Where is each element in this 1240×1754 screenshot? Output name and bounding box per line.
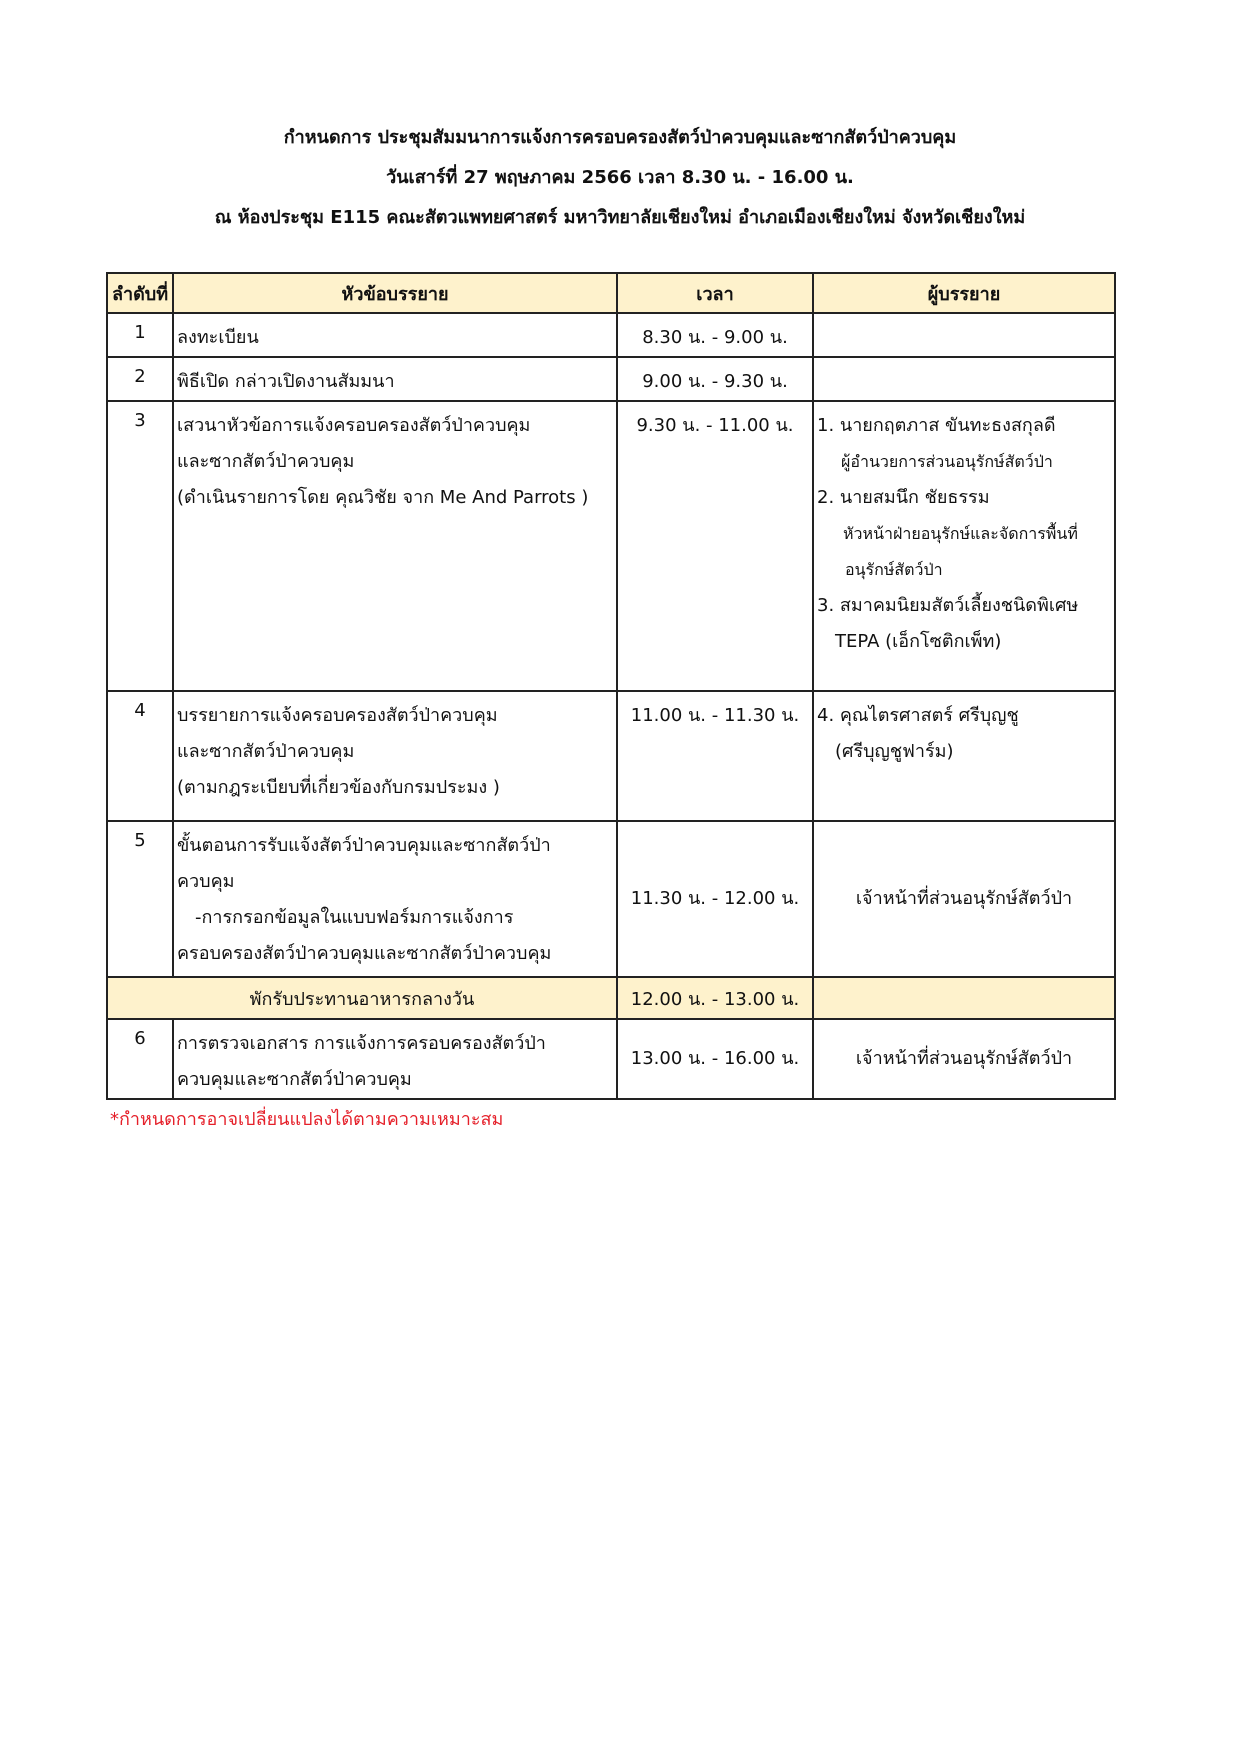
row-topic bbox=[173, 313, 617, 357]
row-no: 3 bbox=[107, 401, 173, 691]
row-no: 1 bbox=[107, 313, 173, 357]
row-time bbox=[617, 691, 813, 821]
speaker-name: เจ้าหน้าที่ส่วนอนุรักษ์สัตว์ป่า bbox=[855, 1048, 1073, 1069]
row-time bbox=[617, 821, 813, 977]
header-no: ลำดับที่ bbox=[107, 273, 173, 313]
time-text: 9.30 น. - 11.00 น. bbox=[636, 415, 794, 436]
agenda-table bbox=[106, 272, 1116, 1100]
topic-line: (ตามกฎระเบียบที่เกี่ยวข้องกับกรมประมง ) bbox=[177, 777, 500, 798]
table-row bbox=[107, 313, 1115, 357]
topic-line: ครอบครองสัตว์ป่าควบคุมและซากสัตว์ป่าควบคุม bbox=[177, 943, 552, 964]
header-time: เวลา bbox=[617, 273, 813, 313]
topic-line: การตรวจเอกสาร การแจ้งการครอบครองสัตว์ป่า bbox=[177, 1033, 546, 1054]
row-topic bbox=[173, 691, 617, 821]
speaker-name: 3. สมาคมนิยมสัตว์เลี้ยงชนิดพิเศษ bbox=[817, 595, 1079, 616]
table-row bbox=[107, 401, 1115, 691]
speaker-position: ผู้อำนวยการส่วนอนุรักษ์สัตว์ป่า bbox=[841, 452, 1053, 471]
topic-line: -การกรอกข้อมูลในแบบฟอร์มการแจ้งการ bbox=[195, 907, 514, 928]
speaker-position: อนุรักษ์สัตว์ป่า bbox=[845, 560, 943, 579]
break-time: 12.00 น. - 13.00 น. bbox=[617, 977, 813, 1019]
speaker-name: 1. นายกฤตภาส ขันทะธงสกุลดี bbox=[817, 415, 1056, 436]
break-speaker bbox=[813, 977, 1115, 1019]
topic-line: และซากสัตว์ป่าควบคุม bbox=[177, 451, 355, 472]
row-speaker bbox=[813, 401, 1115, 691]
row-time bbox=[617, 1019, 813, 1099]
time-text: 13.00 น. - 16.00 น. bbox=[630, 1048, 800, 1069]
header-speaker: ผู้บรรยาย bbox=[813, 273, 1115, 313]
row-speaker bbox=[813, 691, 1115, 821]
row-time bbox=[617, 401, 813, 691]
speaker-position: หัวหน้าฝ่ายอนุรักษ์และจัดการพื้นที่ bbox=[843, 524, 1078, 543]
row-no: 5 bbox=[107, 821, 173, 977]
title-line-3: ณ ห้องประชุม E115 คณะสัตวแพทยศาสตร์ มหาวิทยาลัยเชียงใหม่ อำเภอเมืองเชียงใหม่ จังหวัดเชียงใหม่ bbox=[214, 207, 1026, 228]
row-time bbox=[617, 357, 813, 401]
topic-line: (ดำเนินรายการโดย คุณวิชัย จาก Me And Parrots ) bbox=[177, 487, 589, 508]
row-speaker bbox=[813, 1019, 1115, 1099]
row-speaker bbox=[813, 821, 1115, 977]
table-row bbox=[107, 357, 1115, 401]
speaker-name: 4. คุณไตรศาสตร์ ศรีบุญชู bbox=[817, 705, 1019, 726]
schedule-note: *กำหนดการอาจเปลี่ยนแปลงได้ตามความเหมาะสม bbox=[110, 1109, 504, 1130]
table-row bbox=[107, 691, 1115, 821]
title-line-1: กำหนดการ ประชุมสัมมนาการแจ้งการครอบครองสัตว์ป่าควบคุมและซากสัตว์ป่าควบคุม bbox=[283, 127, 957, 148]
speaker-name: เจ้าหน้าที่ส่วนอนุรักษ์สัตว์ป่า bbox=[855, 888, 1073, 909]
time-text: 8.30 น. - 9.00 น. bbox=[642, 327, 788, 348]
lunch-break-row bbox=[107, 977, 1115, 1019]
row-speaker bbox=[813, 313, 1115, 357]
topic-line: ควบคุม bbox=[177, 871, 235, 892]
break-label: พักรับประทานอาหารกลางวัน bbox=[107, 977, 617, 1019]
time-text: 9.00 น. - 9.30 น. bbox=[642, 371, 788, 392]
table-header-row bbox=[107, 273, 1115, 313]
speaker-name: 2. นายสมนึก ชัยธรรม bbox=[817, 487, 990, 508]
topic-line: ลงทะเบียน bbox=[177, 327, 259, 348]
time-text: 11.30 น. - 12.00 น. bbox=[630, 888, 800, 909]
row-no: 6 bbox=[107, 1019, 173, 1099]
row-topic bbox=[173, 1019, 617, 1099]
header-topic: หัวข้อบรรยาย bbox=[173, 273, 617, 313]
row-no: 4 bbox=[107, 691, 173, 821]
row-speaker bbox=[813, 357, 1115, 401]
row-topic bbox=[173, 821, 617, 977]
time-text: 11.00 น. - 11.30 น. bbox=[630, 705, 800, 726]
topic-line: ขั้นตอนการรับแจ้งสัตว์ป่าควบคุมและซากสัตว์ป่า bbox=[177, 835, 551, 856]
topic-line: และซากสัตว์ป่าควบคุม bbox=[177, 741, 355, 762]
topic-line: เสวนาหัวข้อการแจ้งครอบครองสัตว์ป่าควบคุม bbox=[177, 415, 531, 436]
row-topic bbox=[173, 401, 617, 691]
row-time bbox=[617, 313, 813, 357]
table-row bbox=[107, 821, 1115, 977]
table-row bbox=[107, 1019, 1115, 1099]
row-topic bbox=[173, 357, 617, 401]
title-line-2: วันเสาร์ที่ 27 พฤษภาคม 2566 เวลา 8.30 น. - 16.00 น. bbox=[386, 167, 854, 188]
topic-line: พิธีเปิด กล่าวเปิดงานสัมมนา bbox=[177, 371, 395, 392]
topic-line: ควบคุมและซากสัตว์ป่าควบคุม bbox=[177, 1069, 412, 1090]
document-title bbox=[0, 118, 1240, 238]
speaker-position: (ศรีบุญชูฟาร์ม) bbox=[835, 741, 954, 762]
speaker-position: TEPA (เอ็กโซติกเพ็ท) bbox=[835, 631, 1002, 652]
row-no: 2 bbox=[107, 357, 173, 401]
topic-line: บรรยายการแจ้งครอบครองสัตว์ป่าควบคุม bbox=[177, 705, 498, 726]
